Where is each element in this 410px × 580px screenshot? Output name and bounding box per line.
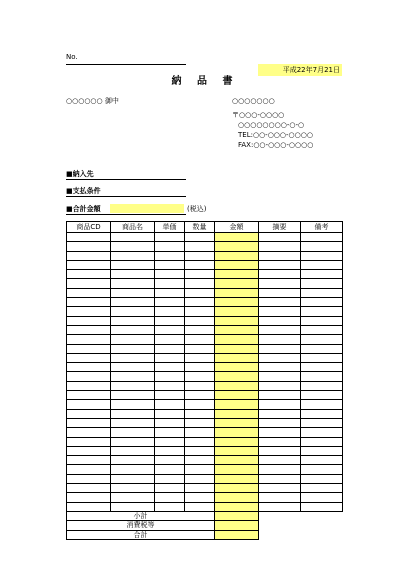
table-cell[interactable] [111,381,155,390]
table-cell[interactable] [111,437,155,446]
table-cell[interactable] [301,428,343,437]
table-cell[interactable] [215,502,259,511]
table-cell[interactable] [259,335,301,344]
table-cell[interactable] [155,363,185,372]
total-amount-highlight [110,204,184,213]
table-cell[interactable] [259,233,301,242]
table-cell[interactable] [67,344,111,353]
table-cell[interactable] [155,242,185,251]
payment-terms-label: ■支払条件 [66,187,101,195]
table-cell[interactable] [111,446,155,455]
table-cell[interactable] [111,400,155,409]
table-cell[interactable] [67,233,111,242]
table-cell[interactable] [301,456,343,465]
table-cell[interactable] [259,372,301,381]
table-cell[interactable] [185,335,215,344]
table-cell[interactable] [67,270,111,279]
table-cell[interactable] [259,363,301,372]
table-row [67,270,343,279]
table-cell[interactable] [67,353,111,362]
recipient-name: ○○○○○○ 御中 [66,97,119,105]
table-cell[interactable] [259,298,301,307]
table-cell[interactable] [155,298,185,307]
table-cell[interactable] [67,372,111,381]
table-cell[interactable] [185,446,215,455]
header-remarks: 備考 [301,222,343,233]
table-cell[interactable] [215,391,259,400]
table-cell[interactable] [301,251,343,260]
table-cell[interactable] [67,409,111,418]
table-row [67,325,343,334]
table-cell[interactable] [67,400,111,409]
tax-included-label: (税込) [187,205,207,213]
table-cell[interactable] [67,307,111,316]
sender-postal: 〒○○○-○○○○ [232,111,285,119]
table-cell[interactable] [111,502,155,511]
table-cell[interactable] [259,474,301,483]
table-cell[interactable] [155,400,185,409]
table-cell[interactable] [301,484,343,493]
table-cell[interactable] [301,353,343,362]
table-cell[interactable] [301,288,343,297]
table-cell[interactable] [259,391,301,400]
table-cell[interactable] [111,456,155,465]
table-cell[interactable] [259,409,301,418]
items-table [66,221,343,540]
table-cell[interactable] [215,307,259,316]
table-cell[interactable] [67,428,111,437]
table-cell[interactable] [185,400,215,409]
table-cell[interactable] [67,418,111,427]
table-cell[interactable] [185,307,215,316]
table-cell[interactable] [67,251,111,260]
table-cell[interactable] [111,307,155,316]
table-cell[interactable] [111,335,155,344]
table-cell[interactable] [111,325,155,334]
table-cell[interactable] [155,316,185,325]
table-cell[interactable] [259,456,301,465]
table-row [67,251,343,260]
table-cell[interactable] [67,465,111,474]
table-cell[interactable] [67,484,111,493]
table-cell[interactable] [215,381,259,390]
table-cell[interactable] [155,502,185,511]
table-cell[interactable] [111,428,155,437]
table-cell[interactable] [155,493,185,502]
table-cell[interactable] [215,251,259,260]
table-cell[interactable] [259,325,301,334]
table-cell[interactable] [155,409,185,418]
table-cell[interactable] [259,465,301,474]
table-cell[interactable] [215,493,259,502]
table-cell[interactable] [185,502,215,511]
table-cell[interactable] [155,279,185,288]
table-cell[interactable] [155,465,185,474]
table-cell[interactable] [111,260,155,269]
table-cell[interactable] [67,279,111,288]
table-row [67,428,343,437]
summary-row [67,521,343,530]
table-cell[interactable] [301,400,343,409]
table-cell[interactable] [185,391,215,400]
table-cell[interactable] [67,242,111,251]
table-cell[interactable] [185,353,215,362]
table-cell[interactable] [301,437,343,446]
table-cell[interactable] [185,279,215,288]
table-cell[interactable] [259,251,301,260]
sender-address: ○○○○○○○○-○-○ [238,121,305,129]
table-cell[interactable] [67,335,111,344]
table-cell[interactable] [215,474,259,483]
table-cell[interactable] [67,260,111,269]
table-cell[interactable] [259,493,301,502]
table-row [67,400,343,409]
table-cell[interactable] [111,251,155,260]
table-row [67,363,343,372]
sender-tel: TEL:○○-○○○-○○○○ [238,131,313,139]
document-number-label: No. [66,53,78,61]
table-cell[interactable] [215,437,259,446]
summary-blank [259,521,343,530]
table-cell[interactable] [215,363,259,372]
sender-name: ○○○○○○○ [232,97,275,105]
table-cell[interactable] [301,298,343,307]
header-product-code: 商品CD [67,222,111,233]
table-cell[interactable] [301,502,343,511]
table-cell[interactable] [185,493,215,502]
table-cell[interactable] [111,298,155,307]
header-amount: 金額 [215,222,259,233]
table-row [67,474,343,483]
table-header-row [67,222,343,233]
table-row [67,484,343,493]
table-cell[interactable] [301,363,343,372]
summary-amount[interactable] [215,521,259,530]
issue-date: 平成22年7月21日 [258,64,342,76]
table-cell[interactable] [259,307,301,316]
summary-row [67,530,343,539]
table-cell[interactable] [111,233,155,242]
table-cell[interactable] [301,307,343,316]
header-description: 摘要 [259,222,301,233]
table-cell[interactable] [155,474,185,483]
table-cell[interactable] [301,279,343,288]
table-cell[interactable] [67,325,111,334]
table-cell[interactable] [185,251,215,260]
table-row [67,437,343,446]
table-cell[interactable] [301,335,343,344]
summary-label: 消費税等 [67,521,215,530]
table-cell[interactable] [185,409,215,418]
table-cell[interactable] [67,391,111,400]
table-cell[interactable] [301,418,343,427]
table-cell[interactable] [215,428,259,437]
table-row [67,242,343,251]
total-amount-label: ■合計金額 [66,205,101,213]
summary-blank [259,530,343,539]
table-cell[interactable] [215,298,259,307]
table-row [67,409,343,418]
table-cell[interactable] [185,270,215,279]
table-cell[interactable] [259,288,301,297]
sender-fax: FAX:○○-○○○-○○○○ [238,141,314,149]
table-cell[interactable] [215,279,259,288]
table-cell[interactable] [215,409,259,418]
table-cell[interactable] [67,381,111,390]
table-cell[interactable] [111,465,155,474]
table-row [67,353,343,362]
table-row [67,493,343,502]
table-row [67,279,343,288]
table-cell[interactable] [301,344,343,353]
document-title: 納 品 書 [171,76,239,87]
table-cell[interactable] [185,428,215,437]
table-cell[interactable] [259,344,301,353]
summary-row [67,511,343,520]
table-cell[interactable] [185,316,215,325]
table-cell[interactable] [215,233,259,242]
table-cell[interactable] [185,474,215,483]
table-row [67,344,343,353]
table-cell[interactable] [111,279,155,288]
table-cell[interactable] [155,418,185,427]
table-row [67,381,343,390]
table-cell[interactable] [185,344,215,353]
table-cell[interactable] [155,260,185,269]
table-row [67,316,343,325]
table-cell[interactable] [301,474,343,483]
table-cell[interactable] [155,335,185,344]
table-cell[interactable] [67,446,111,455]
table-cell[interactable] [259,428,301,437]
table-cell[interactable] [155,437,185,446]
table-cell[interactable] [215,456,259,465]
table-cell[interactable] [111,242,155,251]
table-row [67,288,343,297]
table-cell[interactable] [301,242,343,251]
table-cell[interactable] [111,474,155,483]
table-cell[interactable] [155,484,185,493]
table-cell[interactable] [301,233,343,242]
table-cell[interactable] [215,316,259,325]
table-row [67,502,343,511]
table-cell[interactable] [259,242,301,251]
header-product-name: 商品名 [111,222,155,233]
table-cell[interactable] [185,381,215,390]
table-cell[interactable] [111,270,155,279]
table-cell[interactable] [301,493,343,502]
summary-label: 合計 [67,530,215,539]
table-cell[interactable] [301,270,343,279]
table-row [67,307,343,316]
table-cell[interactable] [301,409,343,418]
table-row [67,465,343,474]
table-cell[interactable] [185,456,215,465]
table-cell[interactable] [111,344,155,353]
summary-blank [259,511,343,520]
table-row [67,456,343,465]
payment-terms-field[interactable] [66,186,186,197]
table-cell[interactable] [259,381,301,390]
table-cell[interactable] [259,279,301,288]
document-number-field[interactable] [66,52,186,65]
table-cell[interactable] [215,372,259,381]
table-cell[interactable] [259,316,301,325]
table-cell[interactable] [67,288,111,297]
table-cell[interactable] [185,372,215,381]
table-cell[interactable] [67,493,111,502]
table-cell[interactable] [215,465,259,474]
table-cell[interactable] [155,428,185,437]
table-cell[interactable] [215,353,259,362]
delivery-to-label: ■納入先 [66,170,94,178]
table-cell[interactable] [185,288,215,297]
table-cell[interactable] [155,325,185,334]
table-cell[interactable] [111,409,155,418]
table-cell[interactable] [155,251,185,260]
table-cell[interactable] [155,270,185,279]
table-cell[interactable] [215,484,259,493]
table-cell[interactable] [67,363,111,372]
summary-label: 小計 [67,511,215,520]
table-row [67,298,343,307]
table-cell[interactable] [155,344,185,353]
table-cell[interactable] [301,325,343,334]
table-cell[interactable] [301,372,343,381]
table-cell[interactable] [67,502,111,511]
header-unit-price: 単価 [155,222,185,233]
table-cell[interactable] [215,288,259,297]
summary-amount[interactable] [215,530,259,539]
table-cell[interactable] [301,381,343,390]
table-cell[interactable] [259,260,301,269]
table-row [67,372,343,381]
table-cell[interactable] [185,484,215,493]
delivery-to-field[interactable] [66,169,186,180]
table-cell[interactable] [301,391,343,400]
table-row [67,233,343,242]
table-cell[interactable] [259,437,301,446]
table-cell[interactable] [259,502,301,511]
table-cell[interactable] [67,474,111,483]
header-quantity: 数量 [185,222,215,233]
table-cell[interactable] [155,456,185,465]
table-cell[interactable] [185,233,215,242]
table-cell[interactable] [111,288,155,297]
table-cell[interactable] [259,418,301,427]
table-cell[interactable] [155,307,185,316]
sender-block [232,96,313,150]
table-cell[interactable] [259,446,301,455]
table-cell[interactable] [155,391,185,400]
table-cell[interactable] [155,233,185,242]
table-cell[interactable] [215,242,259,251]
table-cell[interactable] [185,465,215,474]
table-cell[interactable] [111,484,155,493]
table-cell[interactable] [185,325,215,334]
table-cell[interactable] [301,260,343,269]
table-cell[interactable] [67,316,111,325]
table-cell[interactable] [155,353,185,362]
table-row [67,260,343,269]
table-cell[interactable] [185,363,215,372]
table-cell[interactable] [259,484,301,493]
table-cell[interactable] [111,372,155,381]
table-cell[interactable] [155,446,185,455]
table-cell[interactable] [155,372,185,381]
table-cell[interactable] [155,288,185,297]
table-cell[interactable] [259,353,301,362]
table-cell[interactable] [185,242,215,251]
table-cell[interactable] [111,418,155,427]
table-row [67,335,343,344]
table-cell[interactable] [215,344,259,353]
table-cell[interactable] [111,316,155,325]
table-cell[interactable] [185,437,215,446]
table-cell[interactable] [155,381,185,390]
table-cell[interactable] [215,400,259,409]
items-body [67,233,343,540]
table-cell[interactable] [215,446,259,455]
table-cell[interactable] [259,400,301,409]
table-cell[interactable] [301,316,343,325]
table-cell[interactable] [301,465,343,474]
table-cell[interactable] [301,446,343,455]
table-cell[interactable] [259,270,301,279]
table-cell[interactable] [185,260,215,269]
table-cell[interactable] [185,298,215,307]
table-cell[interactable] [67,456,111,465]
table-cell[interactable] [111,493,155,502]
table-cell[interactable] [215,325,259,334]
table-cell[interactable] [215,418,259,427]
table-row [67,418,343,427]
table-cell[interactable] [215,260,259,269]
table-cell[interactable] [111,353,155,362]
total-amount-field[interactable] [66,204,186,215]
table-cell[interactable] [185,418,215,427]
summary-amount[interactable] [215,511,259,520]
table-row [67,446,343,455]
table-cell[interactable] [67,437,111,446]
table-cell[interactable] [111,391,155,400]
table-cell[interactable] [111,363,155,372]
table-cell[interactable] [215,270,259,279]
table-row [67,391,343,400]
table-cell[interactable] [67,298,111,307]
table-cell[interactable] [215,335,259,344]
